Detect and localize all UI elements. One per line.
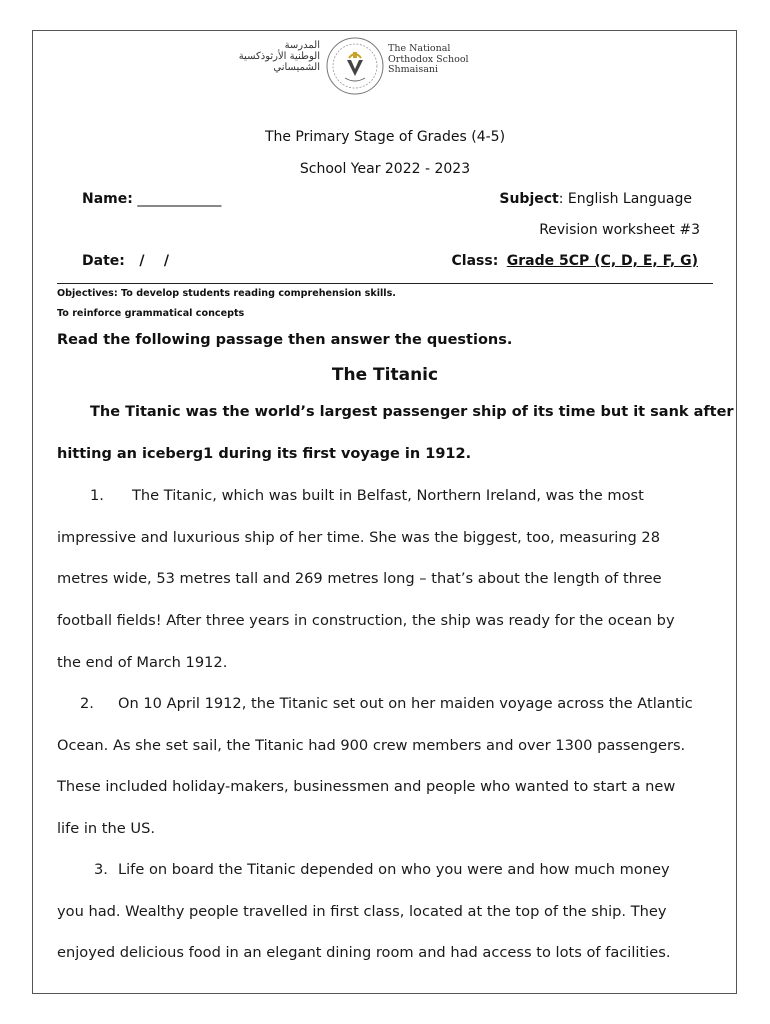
objective-1: Objectives: To develop students reading comprehension skills. bbox=[57, 288, 396, 299]
intro-line-2: hitting an iceberg1 during its first voyage in 1912. bbox=[57, 446, 472, 462]
date-slashes: / / bbox=[139, 253, 170, 269]
paragraph-2-line: These included holiday-makers, businessmen and people who wanted to start a new bbox=[57, 778, 676, 795]
name-label: Name: bbox=[82, 191, 133, 207]
date-field[interactable] bbox=[82, 253, 169, 269]
paragraph-2-line: Ocean. As she set sail, the Titanic had 900 crew members and over 1300 passengers. bbox=[57, 737, 686, 754]
paragraph-2-line: life in the US. bbox=[57, 820, 155, 837]
worksheet-number: Revision worksheet #3 bbox=[539, 222, 700, 238]
name-field[interactable] bbox=[82, 191, 221, 207]
paragraph-1-line: metres wide, 53 metres tall and 269 metres long – that’s about the length of three bbox=[57, 570, 662, 587]
paragraph-1-line: impressive and luxurious ship of her time. She was the biggest, too, measuring 28 bbox=[57, 529, 660, 546]
paragraph-1-first-line: 1. The Titanic, which was built in Belfast, Northern Ireland, was the most bbox=[90, 487, 644, 504]
school-crest-logo bbox=[325, 36, 385, 96]
paragraph-1-number: 1. bbox=[90, 487, 104, 504]
stage-heading: The Primary Stage of Grades (4-5) bbox=[264, 129, 506, 145]
intro-line-1: The Titanic was the world’s largest passenger ship of its time but it sank after bbox=[90, 404, 734, 420]
school-name-english: The National Orthodox School Shmaisani bbox=[388, 43, 469, 75]
class-label: Class: bbox=[451, 253, 499, 269]
subject-label: Subject bbox=[499, 191, 559, 207]
class-line bbox=[452, 253, 698, 269]
paragraph-3-line: enjoyed delicious food in an elegant dining room and had access to lots of facilities. bbox=[57, 944, 671, 961]
passage-title: The Titanic bbox=[331, 365, 439, 385]
school-name-arabic: المدرسة الوطنية الأرثوذكسية الشميساني bbox=[238, 40, 320, 73]
paragraph-3-number: 3. bbox=[94, 861, 108, 878]
paragraph-1-line: the end of March 1912. bbox=[57, 654, 228, 671]
paragraph-2-first-line: 2. On 10 April 1912, the Titanic set out on her maiden voyage across the Atlantic bbox=[80, 695, 693, 712]
header-divider bbox=[57, 283, 713, 284]
class-value: Grade 5CP (C, D, E, F, G) bbox=[506, 253, 698, 269]
paragraph-1-line: football fields! After three years in construction, the ship was ready for the ocean by bbox=[57, 612, 675, 629]
paragraph-3-first-line: 3. Life on board the Titanic depended on who you were and how much money bbox=[94, 861, 670, 878]
school-year: School Year 2022 - 2023 bbox=[299, 161, 471, 177]
date-label: Date: bbox=[82, 253, 125, 269]
subject-line bbox=[499, 191, 692, 207]
paragraph-2-number: 2. bbox=[80, 695, 94, 712]
subject-value: : English Language bbox=[558, 191, 692, 207]
instruction: Read the following passage then answer the questions. bbox=[57, 332, 513, 348]
paragraph-3-line: you had. Wealthy people travelled in first class, located at the top of the ship. They bbox=[57, 903, 667, 920]
name-blank: ____________ bbox=[137, 191, 222, 207]
objective-2: To reinforce grammatical concepts bbox=[57, 308, 245, 319]
